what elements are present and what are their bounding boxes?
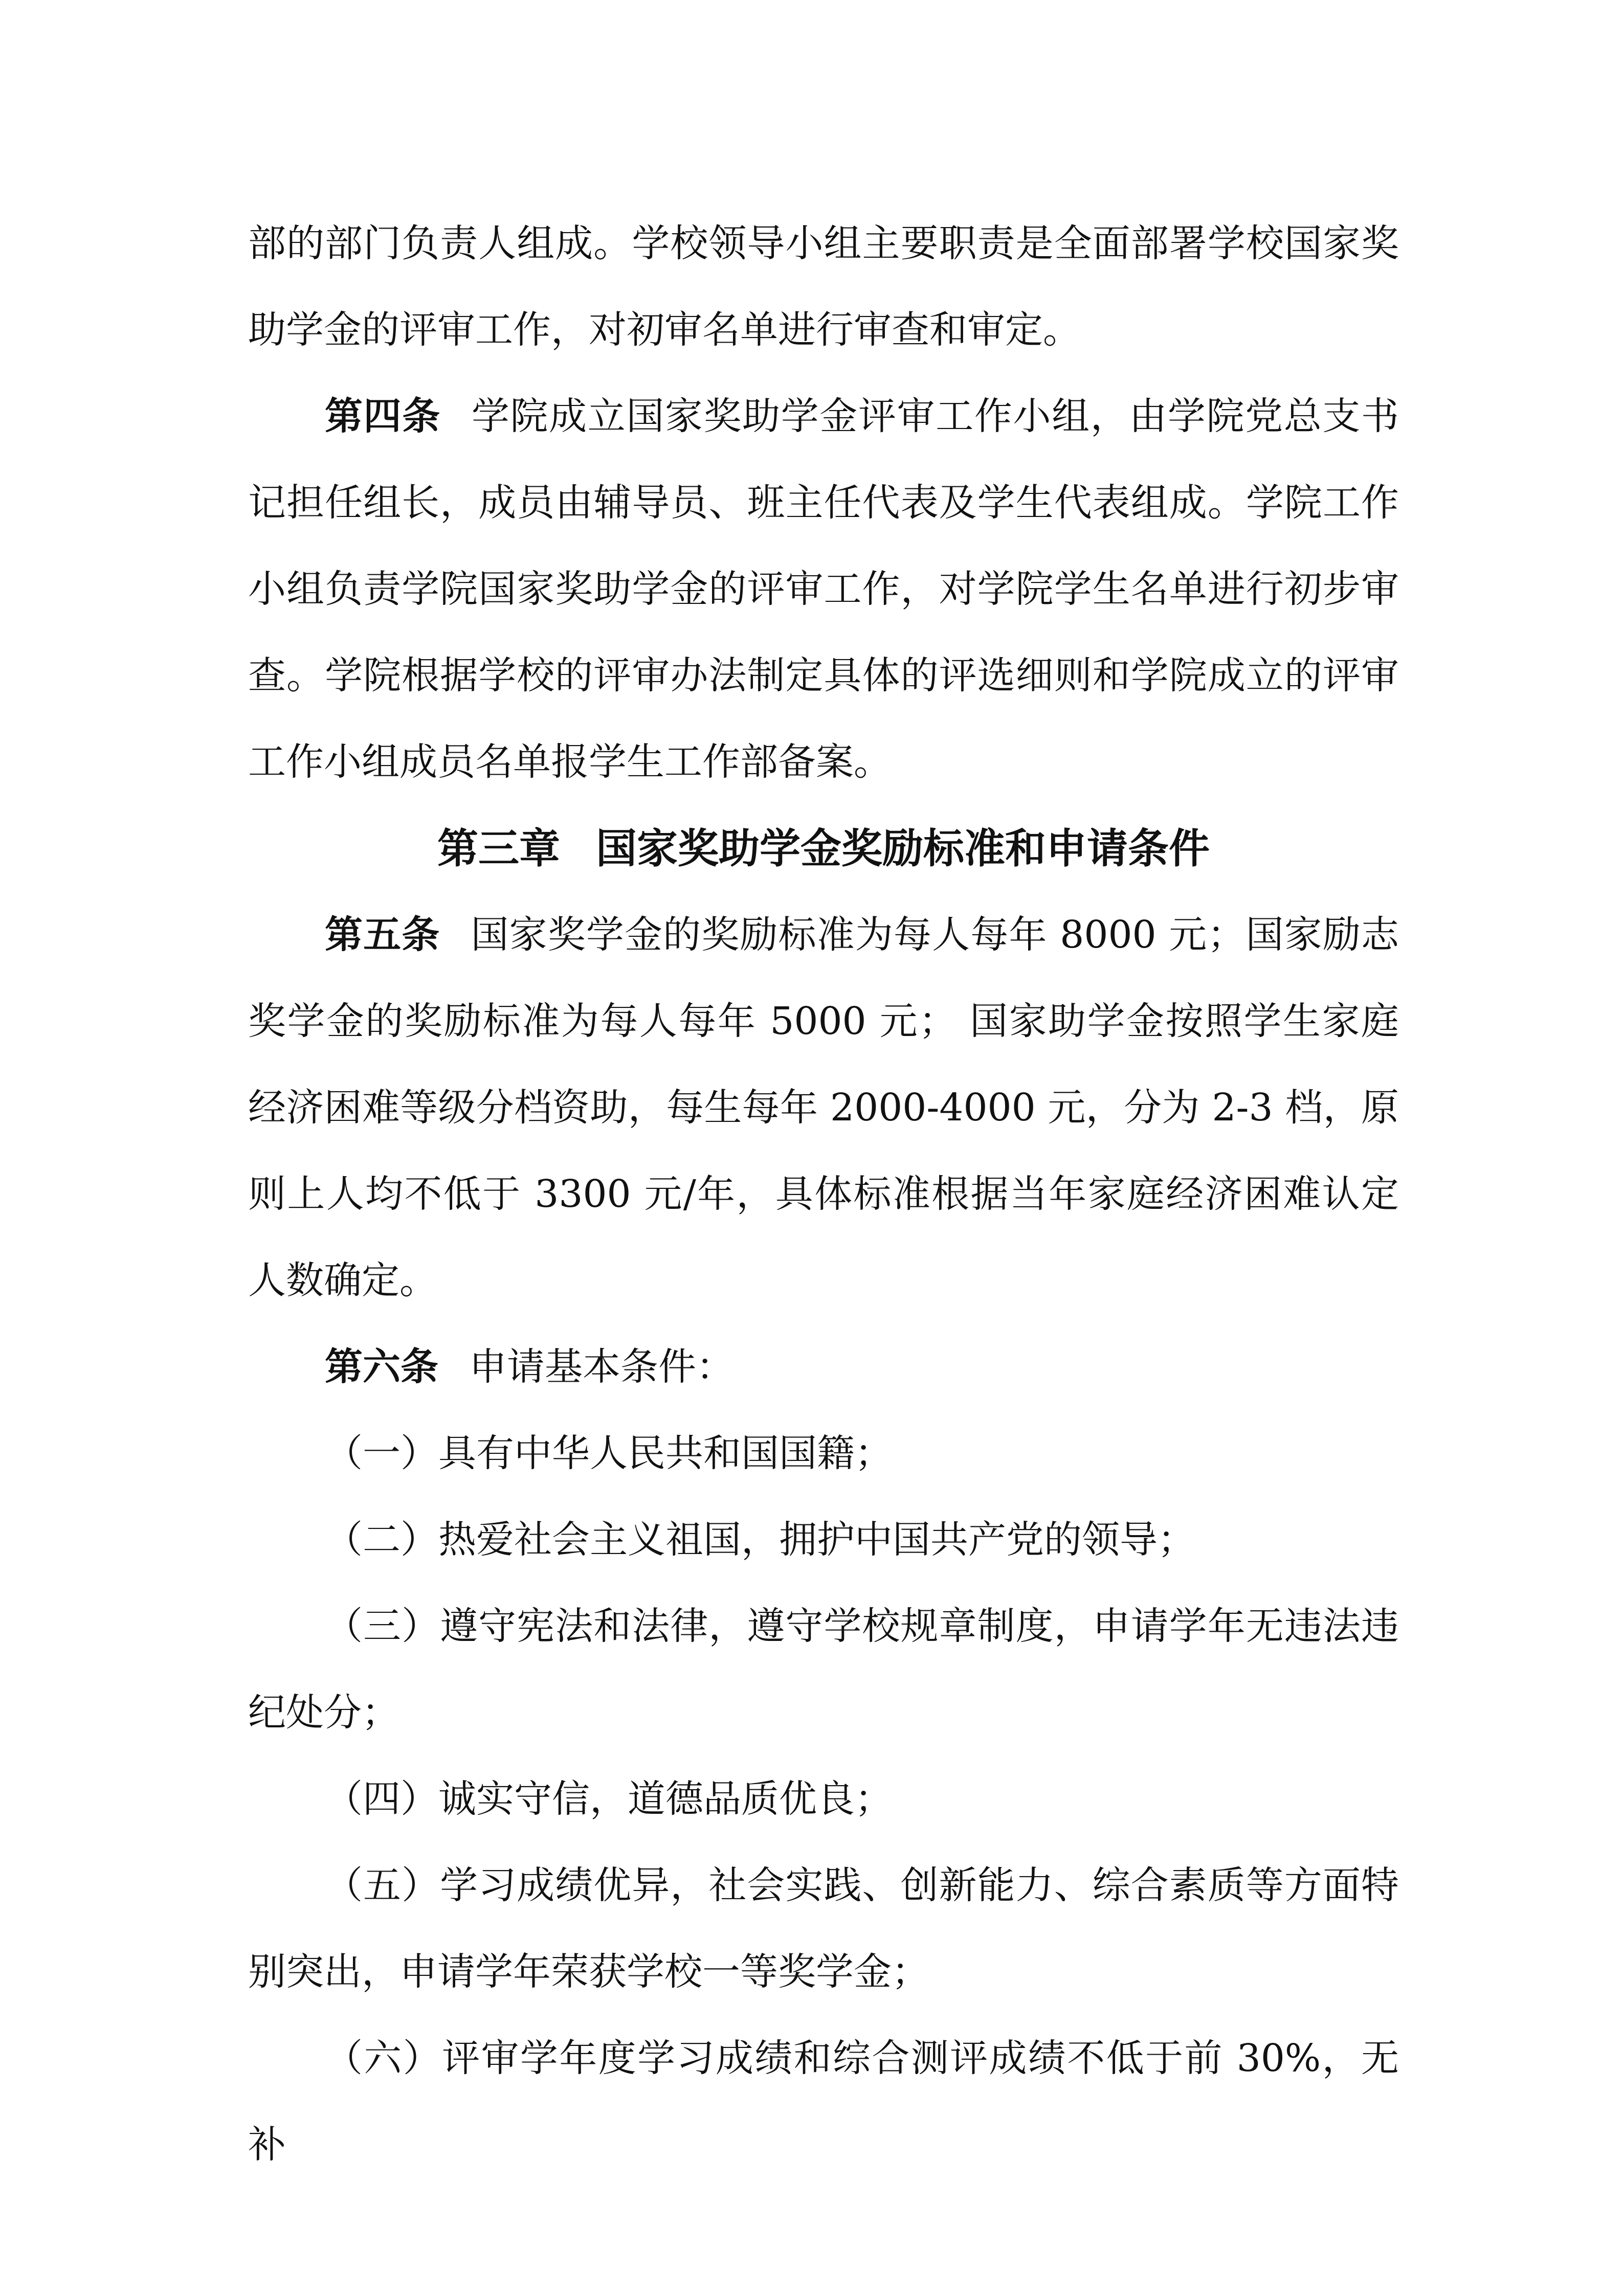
- article-4-text: 学院成立国家奖助学金评审工作小组，由学院党总支书记担任组长，成员由辅导员、班主任代表及学生代表组成。学院工作小组负责学院国家奖助学金的评审工作，对学院学生名单进行初步审查。学院根据学校的评审办法制定具体的评选细则和学院成立的评审工作小组成员名单报学生工作部备案。: [248, 394, 1399, 784]
- chapter-3-title: 国家奖助学金奖励标准和申请条件: [596, 825, 1210, 872]
- condition-item-5: （五）学习成绩优异，社会实践、创新能力、综合素质等方面特别突出，申请学年荣获学校一等奖学金；: [248, 1863, 1399, 1994]
- condition-item-1: （一）具有中华人民共和国国籍；: [325, 1431, 893, 1475]
- chapter-3-heading: [248, 805, 1399, 892]
- article-5: [248, 892, 1399, 1324]
- article-4: [248, 373, 1399, 805]
- chapter-3-number: 第三章: [437, 825, 560, 872]
- document-body: [248, 200, 1399, 2188]
- condition-item-4: （四）诚实守信，道德品质优良；: [325, 1777, 893, 1821]
- condition-item-6: （六）评审学年度学习成绩和综合测评成绩不低于前 30%，无补: [248, 2036, 1399, 2167]
- article-6-label: 第六条: [325, 1345, 438, 1389]
- article-4-label: 第四条: [325, 394, 441, 438]
- article-6-text: 申请基本条件：: [469, 1345, 734, 1389]
- condition-item-2: （二）热爱社会主义祖国，拥护中国共产党的领导；: [325, 1518, 1195, 1562]
- article-5-label: 第五条: [325, 913, 440, 957]
- condition-item-3: （三）遵守宪法和法律，遵守学校规章制度，申请学年无违法违纪处分；: [248, 1604, 1399, 1735]
- paragraph-leadership-group: 部的部门负责人组成。学校领导小组主要职责是全面部署学校国家奖助学金的评审工作，对初审名单进行审查和审定。: [248, 221, 1399, 352]
- article-5-text: 国家奖学金的奖励标准为每人每年 8000 元；国家励志奖学金的奖励标准为每人每年 5000 元； 国家助学金按照学生家庭经济困难等级分档资助，每生每年 2000-4000 元，分为 2-3 档，原则上人均不低于 3300 元/年，具体标准根据当年家庭经济困难认定人数确定。: [248, 913, 1399, 1302]
- article-6: [248, 1324, 1399, 1410]
